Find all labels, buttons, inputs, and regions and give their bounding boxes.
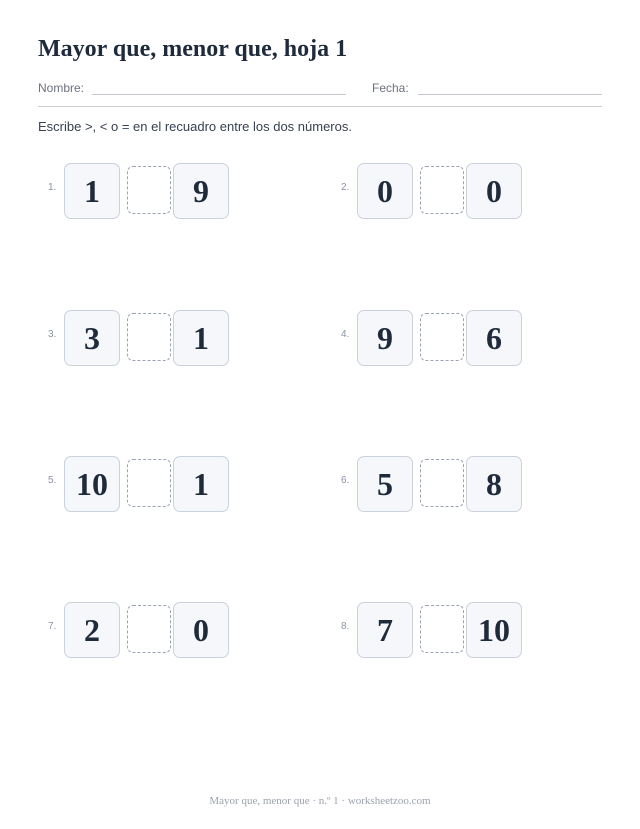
problem [341, 310, 541, 366]
answer-box[interactable] [127, 313, 171, 361]
left-number-box: 0 [357, 163, 413, 219]
answer-box[interactable] [420, 166, 464, 214]
left-number-box: 1 [64, 163, 120, 219]
right-number-box: 8 [466, 456, 522, 512]
page-footer: Mayor que, menor que · n.º 1 · worksheetzoo.com [209, 795, 431, 807]
problem [341, 163, 541, 219]
problem-number: 3. [48, 329, 57, 340]
answer-box[interactable] [420, 459, 464, 507]
right-number-box: 10 [466, 602, 522, 658]
left-number-box: 5 [357, 456, 413, 512]
right-number-box: 9 [173, 163, 229, 219]
problem [341, 456, 541, 512]
right-number-box: 0 [173, 602, 229, 658]
right-number-box: 6 [466, 310, 522, 366]
problem [341, 602, 541, 658]
header-divider [38, 106, 602, 107]
answer-box[interactable] [127, 459, 171, 507]
problem-number: 8. [341, 621, 350, 632]
problem-number: 2. [341, 182, 350, 193]
problem [48, 163, 248, 219]
problem-number: 7. [48, 621, 57, 632]
problem-number: 6. [341, 475, 350, 486]
problem [48, 310, 248, 366]
answer-box[interactable] [127, 605, 171, 653]
name-label: Nombre: [38, 81, 85, 95]
date-line[interactable] [418, 94, 602, 95]
left-number-box: 2 [64, 602, 120, 658]
answer-box[interactable] [127, 166, 171, 214]
instructions: Escribe >, < o = en el recuadro entre los dos números. [38, 119, 352, 134]
worksheet-title: Mayor que, menor que, hoja 1 [38, 36, 348, 62]
left-number-box: 9 [357, 310, 413, 366]
problem-number: 5. [48, 475, 57, 486]
right-number-box: 1 [173, 310, 229, 366]
problem [48, 602, 248, 658]
name-line[interactable] [92, 94, 346, 95]
date-label: Fecha: [372, 81, 409, 95]
right-number-box: 0 [466, 163, 522, 219]
header-fields [38, 80, 602, 98]
answer-box[interactable] [420, 605, 464, 653]
answer-box[interactable] [420, 313, 464, 361]
problem-number: 4. [341, 329, 350, 340]
right-number-box: 1 [173, 456, 229, 512]
left-number-box: 7 [357, 602, 413, 658]
left-number-box: 3 [64, 310, 120, 366]
problem-number: 1. [48, 182, 57, 193]
problem [48, 456, 248, 512]
left-number-box: 10 [64, 456, 120, 512]
